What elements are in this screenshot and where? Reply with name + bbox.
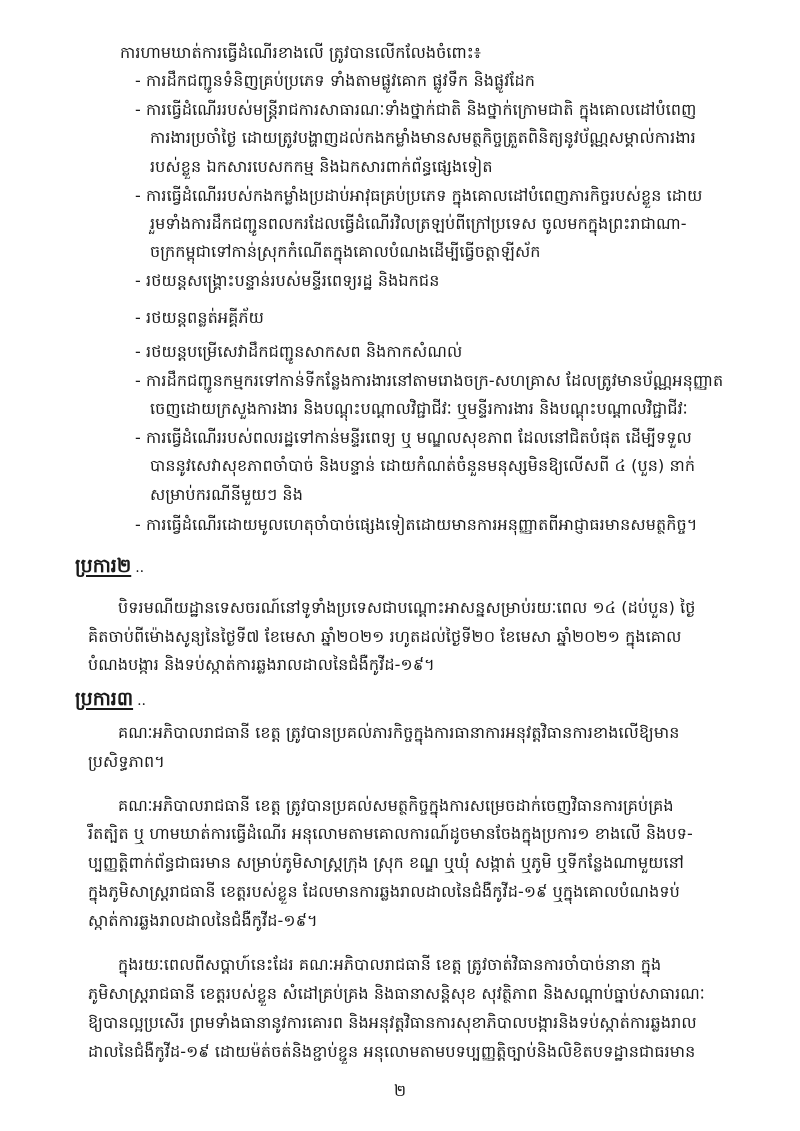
list-item: - ការធ្វើដំណើររបស់មន្ត្រីរាជការសាធារណៈទាំងថ្នាក់ជាតិ និងថ្នាក់ក្រោមជាតិ ក្នុងគោលដៅបំពេញ (135, 100, 697, 119)
list-item: - ការធ្វើដំណើរដោយមូលហេតុចាំបាច់ផ្សេងទៀតដោយមានការអនុញ្ញាតពីអាជ្ញាធរមានសមត្ថកិច្ច។ (135, 515, 698, 534)
list-item: - រថយន្តពន្លត់អគ្គីភ័យ (135, 308, 264, 327)
list-item-continuation: របស់ខ្លួន ឯកសារបេសកកម្ម និងឯកសារពាក់ព័ន្ធផ្សេងទៀត (150, 157, 493, 176)
article-3-line: ក្នុងរយៈពេលពីសប្តាហ៍នេះដែរ គណៈអភិបាលរាជធានី ខេត្ត ត្រូវចាត់វិធានការចាំបាច់នានា ក្នុង (118, 955, 662, 974)
exemptions-intro: ការហាមឃាត់ការធ្វើដំណើរខាងលើ ត្រូវបានលើកលែងចំពោះ៖ (120, 43, 481, 62)
list-item-continuation: ការងារប្រចាំថ្ងៃ ដោយត្រូវបង្ហាញដល់កងកម្លាំងមានសមត្ថកិច្ចត្រួតពិនិត្យនូវប័ណ្ណសម្គាល់ការងារ (150, 128, 696, 147)
article-2-line: បំណងបង្ការ និងទប់ស្កាត់ការឆ្លងរាលដាលនៃជំងឺកូវីដ-១៩។ (88, 655, 435, 674)
list-item-continuation: ចក្រកម្ពុជាទៅកាន់ស្រុកកំណើតក្នុងគោលបំណងដើម្បីធ្វើចត្តាឡីស័ក (150, 242, 541, 261)
article-3-label: ប្រការ៣ (75, 688, 134, 710)
list-item-continuation: សម្រាប់ករណីនីមួយៗ និង (150, 485, 303, 504)
list-item-continuation: រួមទាំងការដឹកជញ្ជូនពលករដែលធ្វើដំណើរវិលត្រឡប់ពីក្រៅប្រទេស ចូលមកក្នុងព្រះរាជាណា- (150, 214, 687, 233)
list-item: - ការដឹកជញ្ជូនទំនិញគ្រប់ប្រភេទ ទាំងតាមផ្លូវគោក ផ្លូវទឹក និងផ្លូវដែក (135, 71, 535, 90)
list-item-continuation: បាននូវសេវាសុខភាពចាំបាច់ និងបន្ទាន់ ដោយកំណត់ចំនួនមនុស្សមិនឱ្យលើសពី ៤ (បួន) នាក់ (150, 456, 696, 475)
article-3-line: រឹតត្បិត ឬ ហាមឃាត់ការធ្វើដំណើរ អនុលោមតាមគោលការណ៍ដូចមានចែងក្នុងប្រការ១ ខាងលើ និងបទ- (88, 824, 693, 843)
article-2-label: ប្រការ២ (75, 555, 132, 577)
article-3-line: ប្បញ្ញត្តិពាក់ព័ន្ធជាធរមាន សម្រាប់ភូមិសាស្ត្រក្រុង ស្រុក ខណ្ឌ ឬឃុំ សង្កាត់ ឬភូមិ ឬទីកន្លែងណាមួយនៅ (88, 853, 684, 872)
article-3-line: ភូមិសាស្ត្ររាជធានី ខេត្តរបស់ខ្លួន សំដៅគ្រប់គ្រង និងធានាសន្តិសុខ សុវត្ថិភាព និងសណ្តាប់ធ្នាប់សាធារណៈ (88, 984, 705, 1003)
article-3-line: គណៈអភិបាលរាជធានី ខេត្ត ត្រូវបានប្រគល់ភារកិច្ចក្នុងការធានាការអនុវត្តវិធានការខាងលើឱ្យមាន (118, 723, 680, 742)
article-3-line: ឱ្យបានល្អប្រសើរ ព្រមទាំងធានានូវការគោរព និងអនុវត្តវិធានការសុខាភិបាលបង្ការនិងទប់ស្កាត់ការឆ្លងរាល (88, 1013, 697, 1032)
article-2-heading (75, 554, 144, 580)
article-3-line: ក្នុងភូមិសាស្ត្ររាជធានី ខេត្តរបស់ខ្លួន ដែលមានការឆ្លងរាលដាលនៃជំងឺកូវីដ-១៩ ឬក្នុងគោលបំណងទប់ (88, 882, 680, 901)
list-item: - ការដឹកជញ្ជូនកម្មករទៅកាន់ទីកន្លែងការងារនៅតាមរោងចក្រ-សហគ្រាស ដែលត្រូវមានប័ណ្ណអនុញ្ញាត (135, 371, 724, 390)
article-3-dots: .. (137, 693, 146, 709)
list-item: - ការធ្វើដំណើររបស់កងកម្លាំងប្រដាប់អាវុធគ្រប់ប្រភេទ ក្នុងគោលដៅបំពេញភារកិច្ចរបស់ខ្លួន ដោយ (135, 186, 703, 205)
page-number: ២ (393, 1081, 407, 1100)
article-3-line: ប្រសិទ្ធភាព។ (88, 752, 165, 771)
article-2-line: បិទរមណីយដ្ឋានទេសចរណ៍នៅទូទាំងប្រទេសជាបណ្តោះអាសន្នសម្រាប់រយៈពេល ១៤ (ដប់បួន) ថ្ងៃ (118, 598, 696, 617)
list-item: - រថយន្តសង្គ្រោះបន្ទាន់របស់មន្ទីរពេទ្យរដ្ឋ និងឯកជន (135, 271, 440, 290)
article-3-line: គណៈអភិបាលរាជធានី ខេត្ត ត្រូវបានប្រគល់សមត្ថកិច្ចក្នុងការសម្រេចដាក់ចេញវិធានការគ្រប់គ្រង (118, 796, 674, 815)
article-3-heading (75, 687, 146, 713)
article-3-line: ស្កាត់ការឆ្លងរាលដាលនៃជំងឺកូវីដ-១៩។ (88, 911, 318, 930)
article-2-dots: .. (135, 560, 145, 576)
list-item: - ការធ្វើដំណើររបស់ពលរដ្ឋទៅកាន់មន្ទីរពេទ្យ ឬ មណ្ឌលសុខភាព ដែលនៅជិតបំផុត ដើម្បីទទួល (135, 428, 692, 447)
article-2-line: គិតចាប់ពីម៉ោងសូន្យនៃថ្ងៃទី៧ ខែមេសា ឆ្នាំ២០២១ រហូតដល់ថ្ងៃទី២០ ខែមេសា ឆ្នាំ២០២១ ក្នុងគោល (88, 627, 682, 646)
list-item-continuation: ចេញដោយក្រសួងការងារ និងបណ្តុះបណ្តាលវិជ្ជាជីវៈ ឬមន្ទីរការងារ និងបណ្តុះបណ្តាលវិជ្ជាជីវៈ (150, 399, 688, 418)
list-item: - រថយន្តបម្រើសេវាដឹកជញ្ជូនសាកសព និងកាកសំណល់ (135, 342, 463, 361)
article-3-line: ដាលនៃជំងឺកូវីដ-១៩ ដោយម៉ត់ចត់និងខ្ជាប់ខ្ជួន អនុលោមតាមបទប្បញ្ញត្តិច្បាប់និងលិខិតបទដ្ឋានជាធរមាន (88, 1042, 696, 1061)
